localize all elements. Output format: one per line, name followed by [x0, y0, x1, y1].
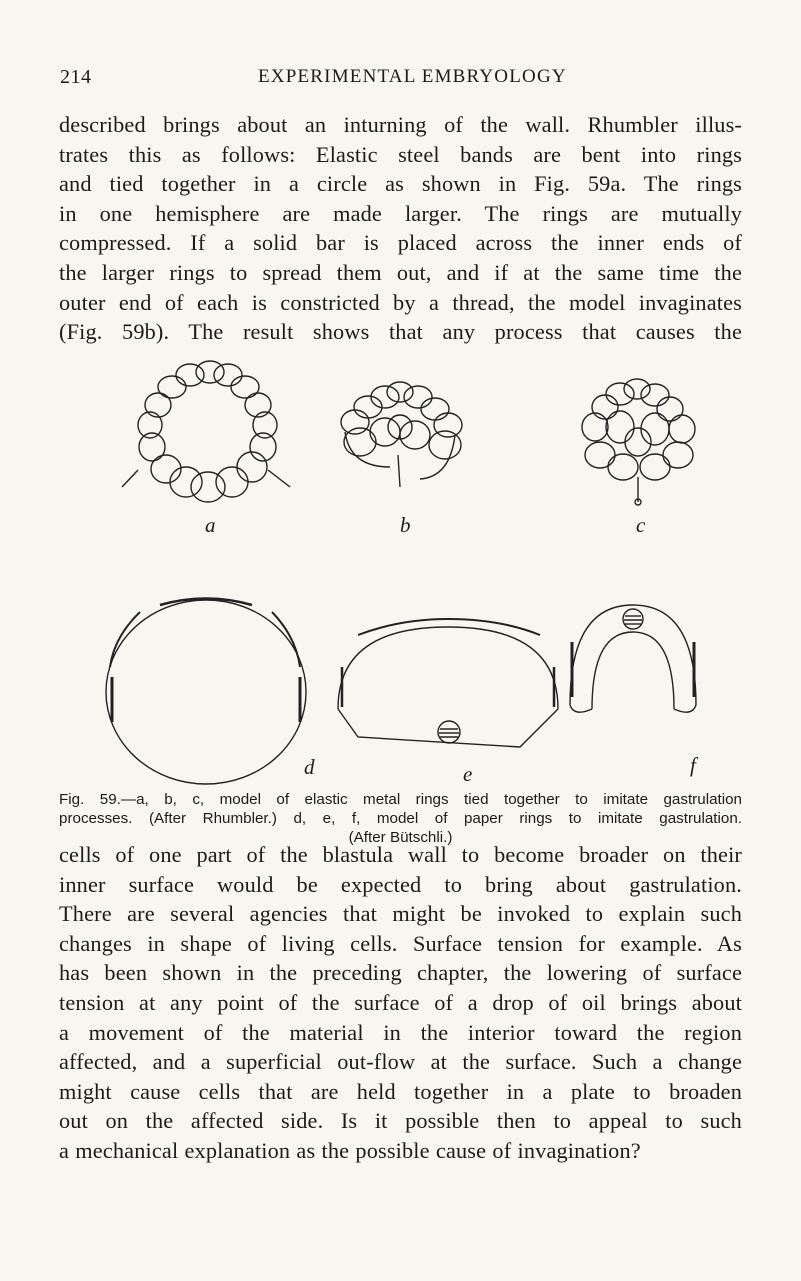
figure-label-e: e [463, 762, 473, 786]
paper-model-f [570, 605, 696, 712]
text-line: has been shown in the preceding chapter, the lowering of surface [59, 960, 742, 986]
figure-caption [59, 790, 742, 847]
figure-label-d: d [304, 755, 315, 779]
figure-label-f: f [690, 753, 696, 777]
paper-model-e [338, 619, 558, 747]
text-line: the larger rings to spread them out, and if at the same time the [59, 259, 742, 285]
figure-label-b: b [400, 513, 411, 537]
ring-model-a [122, 361, 290, 502]
paragraph-2 [59, 840, 742, 1166]
running-head: EXPERIMENTAL EMBRYOLOGY [258, 66, 567, 87]
ring-model-c [582, 379, 695, 505]
text-line: changes in shape of living cells. Surface tension for example. As [59, 930, 742, 956]
text-line: might cause cells that are held together in a plate to broaden [59, 1078, 742, 1104]
text-line: affected, and a superficial out-flow at the surface. Such a change [59, 1049, 742, 1075]
text-line: and tied together in a circle as shown in Fig. 59a. The rings [59, 171, 742, 197]
text-line: cells of one part of the blastula wall to become broader on their [59, 842, 742, 867]
caption-line: (After Bütschli.) [348, 829, 453, 846]
text-line: trates this as follows: Elastic steel bands are bent into rings [59, 141, 742, 167]
page-number: 214 [60, 66, 92, 88]
page-header [60, 66, 570, 96]
text-line: out on the affected side. Is it possible then to appeal to such [59, 1108, 742, 1134]
text-line: outer end of each is constricted by a thread, the model invaginates [59, 289, 742, 315]
paper-model-d [106, 599, 306, 785]
text-line: in one hemisphere are made larger. The rings are mutually [59, 200, 742, 226]
figure-59 [100, 337, 700, 792]
figure-label-a: a [205, 513, 216, 537]
text-line: inner surface would be expected to bring about gastrulation. [59, 871, 742, 897]
paragraph-1 [59, 110, 742, 347]
text-line: (Fig. 59b). The result shows that any process that causes the [59, 319, 742, 345]
caption-line: Fig. 59.—a, b, c, model of elastic metal rings tied together to imitate gastrulation [59, 791, 742, 808]
text-line: tension at any point of the surface of a drop of oil brings about [59, 989, 742, 1015]
text-line: There are several agencies that might be invoked to explain such [59, 901, 742, 927]
figure-label-c: c [636, 513, 646, 537]
ring-model-b [341, 382, 462, 487]
text-line: described brings about an inturning of the wall. Rhumbler illus- [59, 112, 742, 137]
text-line: a mechanical explanation as the possible cause of invagination? [59, 1137, 641, 1163]
text-line: a movement of the material in the interior toward the region [59, 1019, 742, 1045]
text-line: compressed. If a solid bar is placed across the inner ends of [59, 230, 742, 256]
figure-illustration [100, 337, 700, 792]
caption-line: processes. (After Rhumbler.) d, e, f, model of paper rings to imitate gastrulation. [59, 810, 742, 827]
